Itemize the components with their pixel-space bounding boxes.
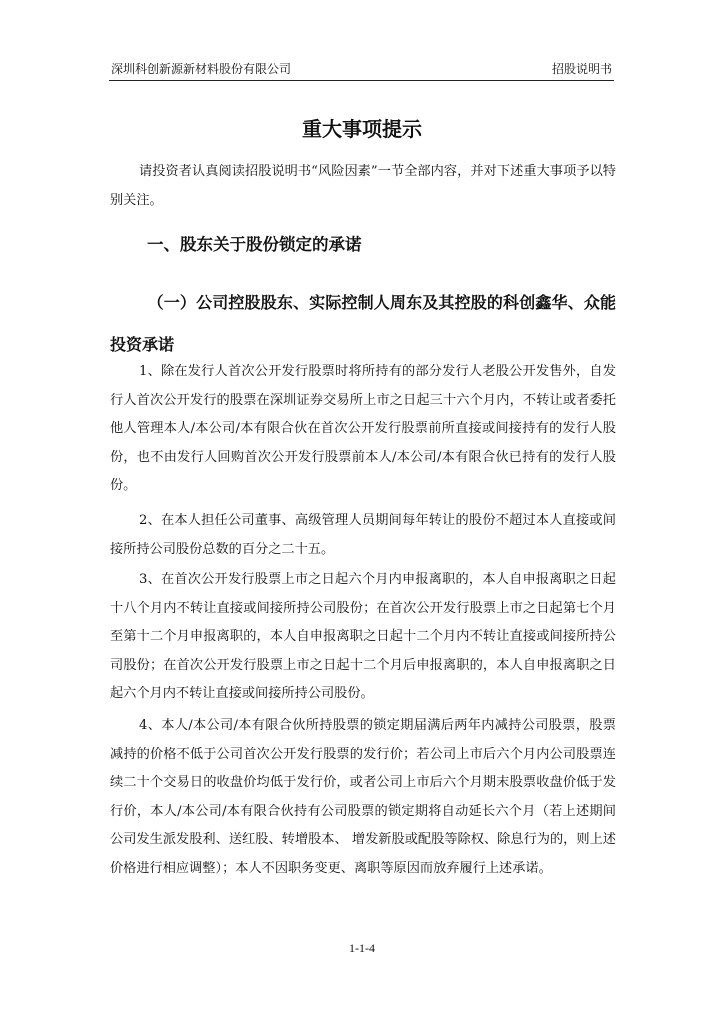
commitment-item-3: 3、在首次公开发行股票上市之日起六个月内申报离职的，本人自申报离职之日起十八个月内不转让直接或间接所持公司股份；在首次公开发行股票上市之日起第七个月至第十二个月申报离职的，本人自申报离职之日起十二个月内不转让直接或间接所持公司股份；在首次公开发行股票上市之日起十二个月后申报离职的，本人自申报离职之日起六个月内不转让直接或间接所持公司股份。 — [110, 572, 616, 701]
subsection-heading-controlling-shareholder: （一）公司控股股东、实际控制人周东及其控股的科创鑫华、众能投资承诺 — [110, 293, 616, 354]
header-company-name: 深圳科创新源新材料股份有限公司 — [111, 62, 292, 76]
header-document-type: 招股说明书 — [551, 62, 612, 76]
page-number: 1-1-4 — [349, 941, 375, 955]
page-header — [109, 60, 614, 81]
intro-paragraph: 请投资者认真阅读招股说明书“风险因素”一节全部内容，并对下述重大事项予以特别关注。 — [110, 164, 616, 208]
page-title: 重大事项提示 — [302, 117, 422, 141]
commitment-item-2: 2、在本人担任公司董事、高级管理人员期间每年转让的股份不超过本人直接或间接所持公司股份总数的百分之二十五。 — [110, 513, 616, 557]
commitment-item-4: 4、本人/本公司/本有限合伙所持股票的锁定期届满后两年内减持公司股票，股票减持的价格不低于公司首次公开发行股票的发行价；若公司上市后六个月内公司股票连续二十个交易日的收盘价均低于发行价，或者公司上市后六个月期末股票收盘价低于发行价，本人/本公司/本有限合伙持有公司股票的锁定期将自动延长六个月（若上述期间公司发生派发股利、送红股、转增股本、 增发新股或配股等除权、除息行为的，则上述价格进行相应调整）；本人不因职务变更、离职等原因而放弃履行上述承诺。 — [110, 718, 616, 876]
commitment-item-1: 1、除在发行人首次公开发行股票时将所持有的部分发行人老股公开发售外，自发行人首次公开发行的股票在深圳证券交易所上市之日起三十六个月内，不转让或者委托他人管理本人/本公司/本有限合伙在首次公开发行股票前所直接或间接持有的发行人股份，也不由发行人回购首次公开发行股票前本人/本公司/本有限合伙已持有的发行人股份。 — [110, 364, 616, 493]
section-heading-share-lockup: 一、股东关于股份锁定的承诺 — [147, 235, 362, 254]
